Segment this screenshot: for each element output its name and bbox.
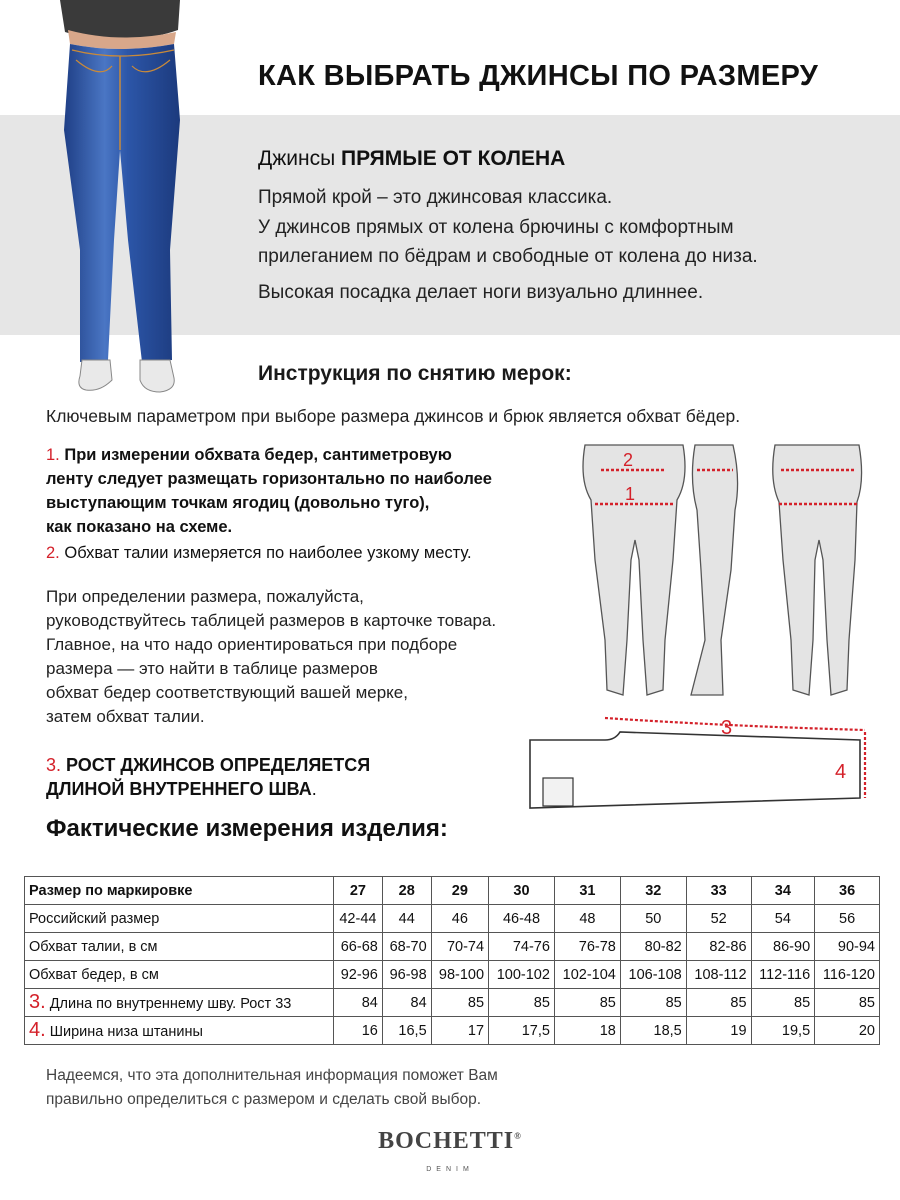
table-row <box>25 905 880 933</box>
table-cell: 16 <box>334 1017 383 1045</box>
description-line: прилеганием по бёдрам и свободные от колена до низа. <box>258 246 758 267</box>
table-cell: 112-116 <box>751 961 815 989</box>
size-header-cell: 34 <box>751 877 815 905</box>
row-label: Российский размер <box>29 910 160 927</box>
model-name: ПРЯМЫЕ ОТ КОЛЕНА <box>341 147 566 170</box>
table-cell: 96-98 <box>382 961 431 989</box>
row-number: 3. <box>29 991 46 1013</box>
brand-mark: ® <box>514 1131 522 1141</box>
body-measurement-diagram <box>565 440 865 710</box>
table-cell: 54 <box>751 905 815 933</box>
advice-line: Главное, на что надо ориентироваться при подборе <box>46 635 458 654</box>
brand-name: BOCHETTI <box>378 1128 515 1154</box>
table-cell: 46 <box>431 905 488 933</box>
table-cell: 106-108 <box>620 961 686 989</box>
advice-line: При определении размера, пожалуйста, <box>46 587 364 606</box>
step-3-line: РОСТ ДЖИНСОВ ОПРЕДЕЛЯЕТСЯ <box>66 755 371 775</box>
row-label-cell <box>25 933 334 961</box>
brand-subtitle: DENIM <box>426 1166 474 1173</box>
table-cell: 20 <box>815 1017 880 1045</box>
table-row <box>25 961 880 989</box>
table-header-label: Размер по маркировке <box>25 877 334 905</box>
row-label-cell <box>25 989 334 1017</box>
size-table <box>24 876 880 1045</box>
table-cell: 17 <box>431 1017 488 1045</box>
row-label-cell <box>25 961 334 989</box>
diagram-label-2: 2 <box>623 450 634 470</box>
description-line: Высокая посадка делает ноги визуально длиннее. <box>258 282 704 303</box>
row-label: Длина по внутреннему шву. Рост 33 <box>49 996 292 1012</box>
table-cell: 50 <box>620 905 686 933</box>
table-cell: 85 <box>489 989 555 1017</box>
table-cell: 52 <box>686 905 751 933</box>
table-cell: 16,5 <box>382 1017 431 1045</box>
step-1-line: выступающим точкам ягодиц (довольно туго), <box>46 494 430 512</box>
table-cell: 85 <box>431 989 488 1017</box>
table-cell: 116-120 <box>815 961 880 989</box>
table-header-row <box>25 877 880 905</box>
row-label: Обхват бедер, в см <box>29 966 159 983</box>
step-3-dot: . <box>311 779 317 799</box>
step-3 <box>46 753 370 801</box>
back-figure <box>773 445 862 695</box>
size-header-cell: 32 <box>620 877 686 905</box>
table-cell: 85 <box>686 989 751 1017</box>
table-cell: 85 <box>620 989 686 1017</box>
step-1-line: При измерении обхвата бедер, сантиметровую <box>64 446 452 464</box>
table-cell: 84 <box>334 989 383 1017</box>
table-row <box>25 1017 880 1045</box>
advice-line: руководствуйтесь таблицей размеров в карточке товара. <box>46 611 497 630</box>
footer-line: Надеемся, что эта дополнительная информация поможет Вам <box>46 1067 498 1084</box>
table-cell: 18,5 <box>620 1017 686 1045</box>
row-label-cell <box>25 1017 334 1045</box>
size-header-cell: 36 <box>815 877 880 905</box>
step-2-number: 2. <box>46 544 60 562</box>
instructions-heading: Инструкция по снятию мерок: <box>258 362 572 385</box>
table-row <box>25 933 880 961</box>
inseam-line <box>605 718 865 730</box>
table-cell: 17,5 <box>489 1017 555 1045</box>
jeans-outline <box>530 732 860 808</box>
advice-line: затем обхват талии. <box>46 707 205 726</box>
table-cell: 84 <box>382 989 431 1017</box>
model-jeans-illustration <box>20 0 240 400</box>
advice-line: размера — это найти в таблице размеров <box>46 659 378 678</box>
size-header-cell: 31 <box>554 877 620 905</box>
footer-text <box>46 1064 498 1112</box>
table-cell: 85 <box>751 989 815 1017</box>
size-header-cell: 30 <box>489 877 555 905</box>
pocket-shape <box>543 778 573 806</box>
description-line: У джинсов прямых от колена брючины с комфортным <box>258 217 734 238</box>
jeans-flat-diagram <box>525 712 875 812</box>
step-3-line: ДЛИНОЙ ВНУТРЕННЕГО ШВА <box>46 779 312 799</box>
description-line: Прямой крой – это джинсовая классика. <box>258 187 613 208</box>
table-cell: 46-48 <box>489 905 555 933</box>
table-cell: 90-94 <box>815 933 880 961</box>
size-header-cell: 29 <box>431 877 488 905</box>
diagram-label-4: 4 <box>835 761 847 783</box>
table-cell: 76-78 <box>554 933 620 961</box>
instructions-lead: Ключевым параметром при выборе размера джинсов и брюк является обхват бёдер. <box>46 406 741 426</box>
size-header-cell: 27 <box>334 877 383 905</box>
step-2-text: Обхват талии измеряется по наиболее узкому месту. <box>64 544 472 562</box>
table-cell: 70-74 <box>431 933 488 961</box>
step-3-number: 3. <box>46 755 62 775</box>
table-cell: 92-96 <box>334 961 383 989</box>
step-1 <box>46 443 492 539</box>
advice-paragraph <box>46 585 496 729</box>
table-cell: 44 <box>382 905 431 933</box>
row-label: Обхват талии, в см <box>29 938 158 955</box>
table-cell: 102-104 <box>554 961 620 989</box>
diagram-label-1: 1 <box>625 484 636 504</box>
table-cell: 80-82 <box>620 933 686 961</box>
table-cell: 48 <box>554 905 620 933</box>
diagram-label-3: 3 <box>721 717 733 739</box>
table-cell: 19 <box>686 1017 751 1045</box>
size-header-cell: 33 <box>686 877 751 905</box>
size-header-cell: 28 <box>382 877 431 905</box>
page-title: КАК ВЫБРАТЬ ДЖИНСЫ ПО РАЗМЕРУ <box>258 60 819 92</box>
table-cell: 82-86 <box>686 933 751 961</box>
step-2 <box>46 541 472 565</box>
table-cell: 86-90 <box>751 933 815 961</box>
advice-line: обхват бедер соответствующий вашей мерке, <box>46 683 408 702</box>
table-cell: 68-70 <box>382 933 431 961</box>
table-cell: 18 <box>554 1017 620 1045</box>
model-prefix: Джинсы <box>258 147 342 170</box>
footer-line: правильно определиться с размером и сделать свой выбор. <box>46 1091 482 1108</box>
table-cell: 19,5 <box>751 1017 815 1045</box>
table-cell: 74-76 <box>489 933 555 961</box>
measurements-heading: Фактические измерения изделия: <box>46 815 448 842</box>
table-cell: 85 <box>554 989 620 1017</box>
table-cell: 108-112 <box>686 961 751 989</box>
table-cell: 66-68 <box>334 933 383 961</box>
model-title <box>258 147 565 171</box>
brand-logo <box>0 1128 900 1155</box>
row-label-cell <box>25 905 334 933</box>
step-1-line: как показано на схеме. <box>46 518 233 536</box>
step-1-line: ленту следует размещать горизонтально по наиболее <box>46 470 492 488</box>
table-cell: 42-44 <box>334 905 383 933</box>
row-number: 4. <box>29 1019 46 1041</box>
table-cell: 85 <box>815 989 880 1017</box>
front-figure <box>583 445 685 695</box>
row-label: Ширина низа штанины <box>49 1024 203 1040</box>
table-row <box>25 989 880 1017</box>
table-cell: 98-100 <box>431 961 488 989</box>
table-cell: 56 <box>815 905 880 933</box>
step-1-number: 1. <box>46 446 60 464</box>
side-figure <box>691 445 738 695</box>
table-cell: 100-102 <box>489 961 555 989</box>
